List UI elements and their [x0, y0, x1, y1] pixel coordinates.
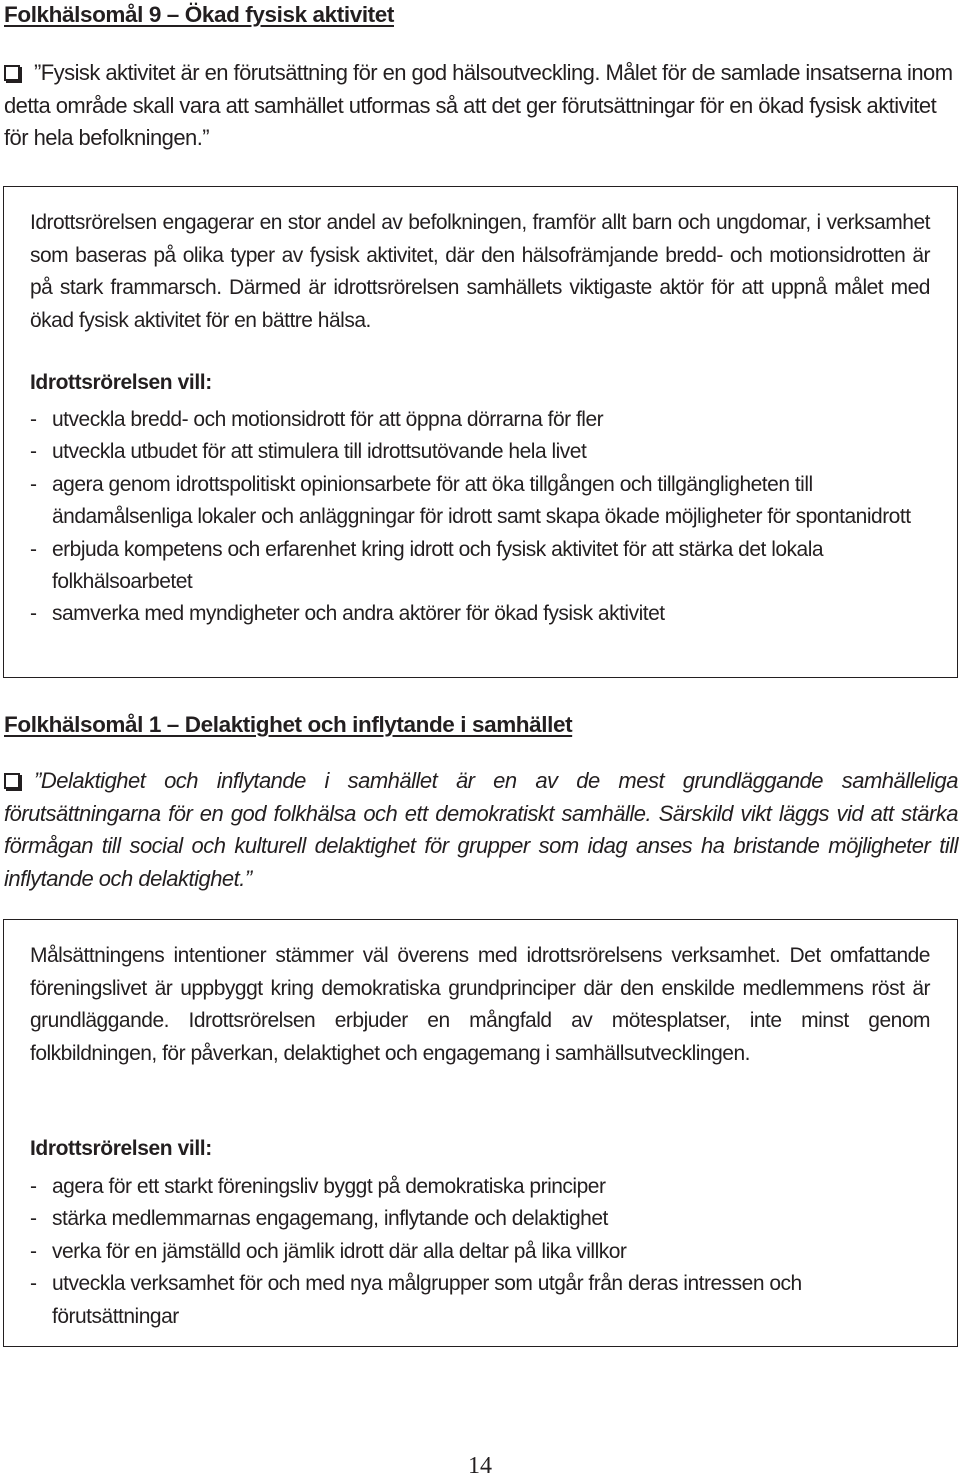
list-item: - stärka medlemmarnas engagemang, inflytande och delaktighet: [30, 1207, 608, 1231]
vill-list: [30, 1171, 930, 1333]
goal-quote-fysisk-aktivitet: [4, 57, 958, 155]
goal-quote-text: ”Delaktighet och inflytande i samhället är en av de mest grundläggande samhälleliga förutsättningarna för en god folkhälsa och ett demokratiskt samhälle. Särskild vikt läggs vid att stärka förmågan till social och kulturell delaktighet för grupper som idag anses ha bristande möjligheter till inflytande och delaktighet.”: [4, 768, 958, 891]
section-heading-fysisk-aktivitet: Folkhälsomål 9 – Ökad fysisk aktivitet: [4, 2, 394, 27]
goal-quote-delaktighet: [4, 765, 958, 895]
vill-heading: Idrottsrörelsen vill:: [30, 371, 212, 394]
box-paragraph: Målsättningens intentioner stämmer väl överens med idrottsrörelsens verksamhet. Det omfattande föreningslivet är uppbyggt kring demokratiska grundprinciper där den enskilde medlemmens röst är grundläggande. Idrottsrörelsen erbjuder en mångfald av mötesplatser, inte minst genom folkbildningen, för påverkan, delaktighet och engagemang i samhällsutvecklingen.: [30, 944, 930, 1065]
box-paragraph: Idrottsrörelsen engagerar en stor andel av befolkningen, framför allt barn och ungdomar, i verksamhet som baseras på olika typer av fysisk aktivitet, där den hälsofrämjande bredd- och motionsidrotten är på stark frammarsch. Därmed är idrottsrörelsen samhällets viktigaste aktör för att uppnå målet med ökad fysisk aktivitet för en bättre hälsa.: [30, 211, 930, 332]
page-number: 14: [468, 1453, 492, 1479]
list-item: - utveckla bredd- och motionsidrott för att öppna dörrarna för fler: [30, 408, 604, 431]
section-heading-delaktighet: Folkhälsomål 1 – Delaktighet och inflytande i samhället: [4, 712, 573, 737]
list-item: - utveckla utbudet för att stimulera till idrottsutövande hela livet: [30, 440, 587, 464]
checkbox-icon: [4, 773, 20, 789]
info-box-delaktighet: [3, 919, 958, 1347]
list-item: - agera genom idrottspolitiskt opinionsarbete för att öka tillgången och tillgängligheten till ändamålsenliga lokaler och anläggningar för idrott samt skapa ökade möjligheter för spontanidrott: [30, 472, 911, 529]
info-box-fysisk-aktivitet: [3, 186, 958, 678]
vill-list: [30, 404, 930, 631]
list-item: - erbjuda kompetens och erfarenhet kring idrott och fysisk aktivitet för att stärka det lokala folkhälsoarbetet: [30, 537, 824, 594]
list-item: - verka för en jämställd och jämlik idrott där alla deltar på lika villkor: [30, 1239, 627, 1263]
list-item: - samverka med myndigheter och andra aktörer för ökad fysisk aktivitet: [30, 602, 665, 626]
list-item: - utveckla verksamhet för och med nya målgrupper som utgår från deras intressen och förutsättningar: [30, 1272, 802, 1328]
checkbox-icon: [4, 65, 20, 81]
vill-heading: Idrottsrörelsen vill:: [30, 1137, 212, 1160]
list-item: - agera för ett starkt föreningsliv byggt på demokratiska principer: [30, 1175, 606, 1198]
goal-quote-text: ”Fysisk aktivitet är en förutsättning för en god hälsoutveckling. Målet för de samlade insatserna inom detta område skall vara att samhället utformas så att det ger förutsättningar för en ökad fysisk aktivitet för hela befolkningen.”: [4, 60, 953, 150]
